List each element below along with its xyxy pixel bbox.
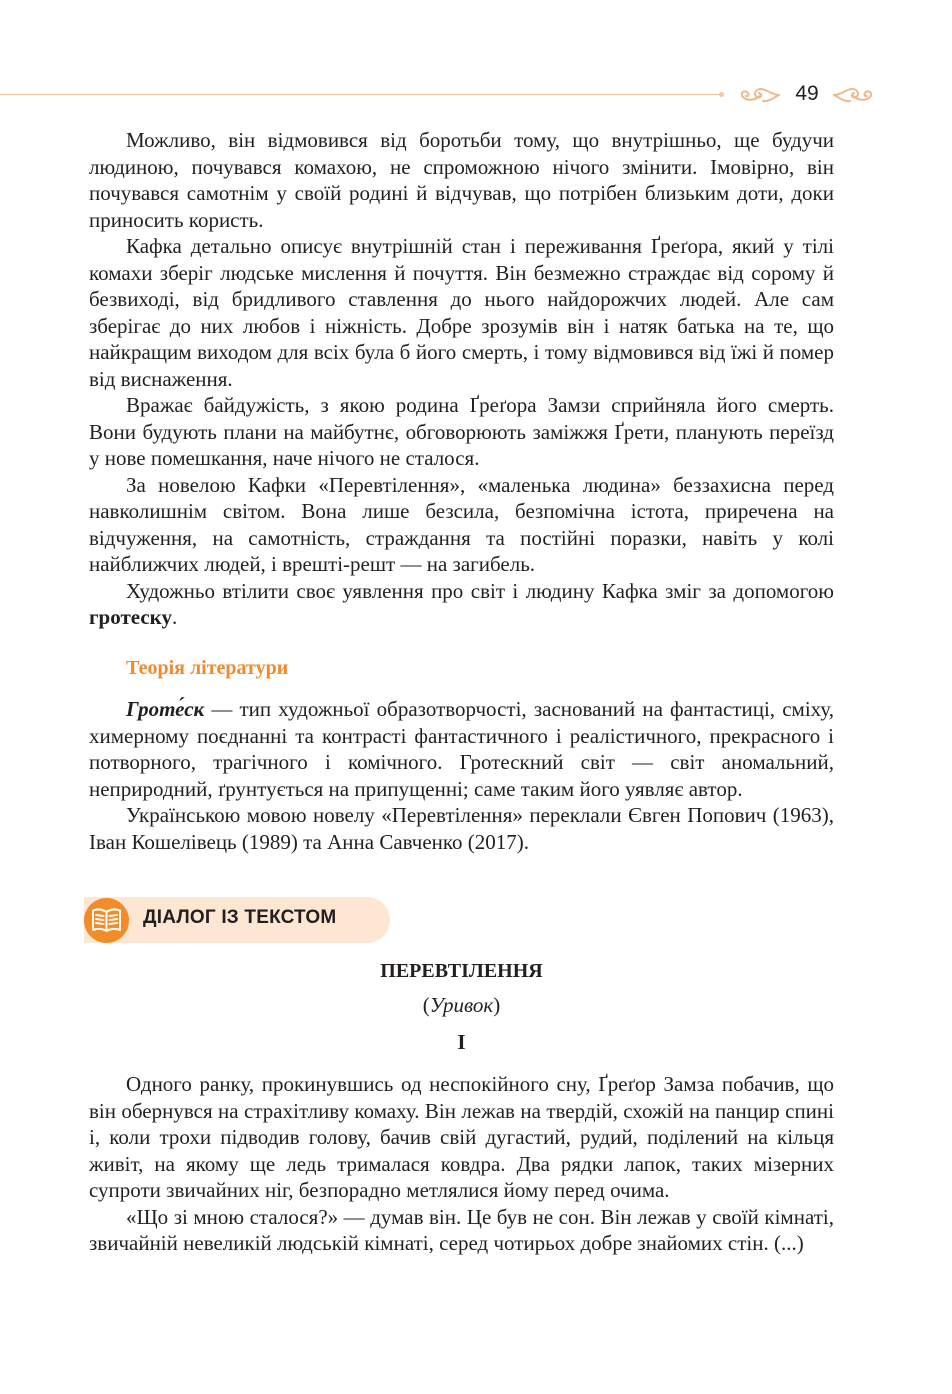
intro-text xyxy=(89,127,834,631)
open-book-icon xyxy=(84,898,129,943)
intro-last-text: Художньо втілити своє уявлення про світ і людину Кафка зміг за допомогою xyxy=(126,578,834,603)
subtitle-paren-open: ( xyxy=(422,993,430,1017)
excerpt-paragraph: «Що зі мною сталося?» — думав він. Це був не сон. Він лежав у своїй кімнаті, звичайній невеликій людській кімнаті, серед чотирьох добре знайомих стін. (...) xyxy=(89,1204,834,1255)
intro-paragraph-last xyxy=(89,578,834,631)
chapter-number: I xyxy=(457,1030,466,1054)
subtitle-paren-close: ) xyxy=(493,993,501,1017)
grotesque-bold-term: гротеску xyxy=(89,605,172,629)
dialog-label: ДІАЛОГ ІЗ ТЕКСТОМ xyxy=(143,907,337,928)
header-rule xyxy=(0,94,722,95)
header-rule-dot xyxy=(719,92,724,97)
excerpt-subtitle xyxy=(89,993,834,1018)
right-ornament-icon xyxy=(832,84,876,106)
excerpt-paragraph: Одного ранку, прокинувшись од неспокійного сну, Ґреґор Замза побачив, що він обернувся на страхітливу комаху. Він лежав на твердій, схожій на панцир спині і, коли трохи підводив голову, бачив свій дугастий, рудий, поділений на кільця живіт, на якому ще ледь трималася ковдра. Два рядки лапок, таких мізерних супроти звичайних ніг, безпорадно метлялися йому перед очима. xyxy=(89,1072,834,1202)
theory-definition-text: — тип художньої образотворчості, заснований на фантастиці, сміху, химерному поєднанні та контрасті фантастичного і реалістичного, прекрасного і потворного, трагічного і комічного. Гротескний світ — світ аномальний, неприродний, ґрунтується на припущенні; саме таким його уявляє автор. xyxy=(89,697,834,801)
excerpt-title: ПЕРЕВТІЛЕННЯ xyxy=(380,960,543,982)
intro-paragraph: Можливо, він відмовився від боротьби тому, що внутрішньо, ще будучи людиною, почувався комахою, не спроможною нічого змінити. Імовірно, він почувався самотнім у своїй родині й відчував, що потрібен близьким доти, доки приносить користь. xyxy=(89,128,834,232)
intro-last-end: . xyxy=(171,605,178,629)
theory-term: Гроте́ск xyxy=(126,697,205,721)
left-ornament-icon xyxy=(737,84,781,106)
theory-definition xyxy=(89,696,834,802)
page-number: 49 xyxy=(795,82,819,105)
theory-title: Теорія літератури xyxy=(126,657,289,679)
intro-paragraph: Вражає байдужість, з якою родина Ґреґора Замзи сприйняла його смерть. Вони будують плани на майбутнє, обговорюють заміжжя Ґрети, планують переїзд у нове помешкання, наче нічого не сталося. xyxy=(89,393,834,470)
translations-paragraph: Українською мовою новелу «Перевтілення» переклали Євген Попович (1963), Іван Кошелівець (1989) та Анна Савченко (2017). xyxy=(89,803,834,854)
excerpt-text xyxy=(89,1071,834,1257)
intro-paragraph: За новелою Кафки «Перевтілення», «маленька людина» беззахисна перед навколишнім світом. Вона лише безсила, безпомічна істота, приречена на відчуження, на самотність, страждання та постійні поразки, навіть у колі найближчих людей, і врешті-решт — на загибель. xyxy=(89,472,834,576)
dialog-icon-circle xyxy=(84,898,129,943)
intro-paragraph: Кафка детально описує внутрішній стан і переживання Ґреґора, який у тілі комахи зберіг людське мислення й почуття. Він безмежно страждає від сорому й безвиході, від бридливого ставлення до нього найдорожчих людей. Але сам зберігає до них любов і ніжність. Добре зрозумів він і натяк батька на те, що найкращим виходом для всіх була б його смерть, і тому відмовився від їжі й помер від виснаження. xyxy=(89,234,834,391)
theory-text xyxy=(89,696,834,855)
excerpt-subtitle-text: Уривок xyxy=(429,993,494,1017)
